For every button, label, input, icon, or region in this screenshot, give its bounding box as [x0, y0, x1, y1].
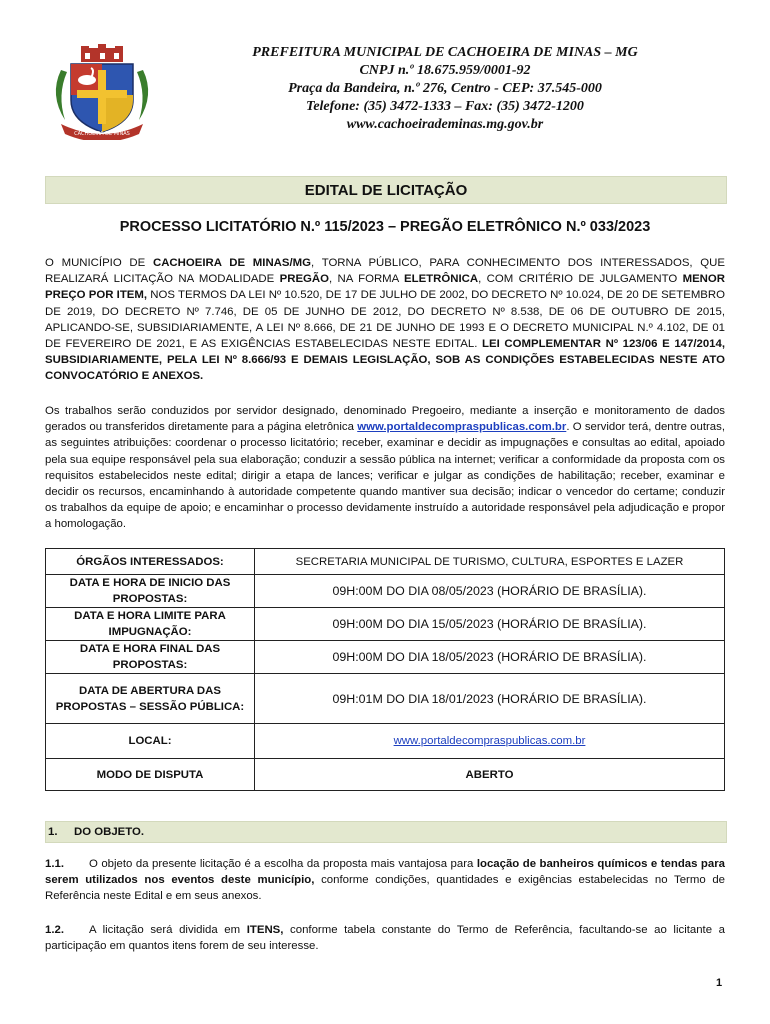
row-value: 09H:00M DO DIA 18/05/2023 (HORÁRIO DE BRASÍLIA).	[255, 641, 725, 674]
table-row	[46, 608, 725, 641]
table-row	[46, 641, 725, 674]
letterhead	[45, 40, 735, 140]
table-row	[46, 759, 725, 791]
document-title: EDITAL DE LICITAÇÃO	[45, 176, 727, 204]
row-value: 09H:00M DO DIA 08/05/2023 (HORÁRIO DE BRASÍLIA).	[255, 575, 725, 608]
row-label: DATA DE ABERTURA DAS PROPOSTAS – SESSÃO PÚBLICA:	[46, 674, 255, 724]
intro-bold: MENOR PREÇO POR ITEM,	[45, 273, 725, 302]
address: Praça da Bandeira, n.º 276, Centro - CEP: 37.545-000	[288, 81, 602, 96]
clause-bold: locação de banheiros químicos e tendas para serem utilizados nos eventos deste município,	[45, 858, 725, 887]
intro-bold: CACHOEIRA DE MINAS/MG	[152, 257, 312, 269]
row-label: DATA E HORA FINAL DAS PROPOSTAS:	[46, 641, 255, 674]
row-label: ÓRGÃOS INTERESSADOS:	[46, 549, 255, 575]
clause-text: conforme tabela constante do Termo de Referência, facultando-se ao licitante a participação em quantos itens forem de seu interesse.	[45, 924, 725, 953]
coat-of-arms-icon	[47, 40, 157, 140]
page-number: 1	[716, 977, 723, 989]
municipality-name: PREFEITURA MUNICIPAL DE CACHOEIRA DE MINAS – MG	[252, 45, 638, 60]
section-number: 1.	[48, 826, 58, 838]
clause-1-1	[45, 856, 725, 905]
local-link[interactable]: www.portaldecompraspublicas.com.br	[393, 735, 586, 747]
website: www.cachoeirademinas.mg.gov.br	[346, 117, 544, 132]
intro-text: , NA FORMA	[329, 273, 405, 286]
process-title: PROCESSO LICITATÓRIO N.º 115/2023 – PREGÃO ELETRÔNICO N.º 033/2023	[119, 219, 651, 235]
table-row	[46, 549, 725, 575]
clause-text: conforme condições, quantidades e exigências estabelecidas no Termo de Referência neste Edital e em seus anexos.	[45, 874, 725, 903]
row-label: DATA E HORA DE INICIO DAS PROPOSTAS:	[46, 575, 255, 608]
intro-text: O MUNICÍPIO DE	[45, 257, 153, 269]
letterhead-text	[175, 44, 715, 134]
row-label: MODO DE DISPUTA	[46, 759, 255, 791]
row-value: 09H:00M DO DIA 15/05/2023 (HORÁRIO DE BRASÍLIA).	[255, 608, 725, 641]
intro-text: , COM CRITÉRIO DE JULGAMENTO	[478, 273, 683, 286]
cnpj: CNPJ n.º 18.675.959/0001-92	[359, 63, 531, 78]
clause-number: 1.1.	[45, 858, 64, 870]
clause-bold: ITENS,	[246, 924, 284, 936]
section-title: DO OBJETO.	[74, 826, 145, 838]
section-heading	[45, 821, 727, 843]
table-row	[46, 724, 725, 759]
clause-1-2	[45, 922, 725, 954]
work-text: Os trabalhos serão conduzidos por servidor designado, denominado Pregoeiro, mediante a inserção e monitoramento de dados gerados ou transferidos diretamente para a página eletrônica	[45, 405, 725, 434]
row-label: LOCAL:	[46, 724, 255, 759]
info-table	[45, 548, 725, 791]
clause-number: 1.2.	[45, 924, 64, 936]
intro-text: NOS TERMOS DA LEI Nº 10.520, DE 17 DE JULHO DE 2002, DO DECRETO Nº 10.024, DE 20 DE SETEMBRO DE 2019, DO DECRETO Nº 7.746, DE 05 DE JUNHO DE 2012, DO DECRETO Nº 8.538, DE 06 DE OUTUBRO DE 2015, APLICANDO-SE, SUBSIDIARIAMENTE, A LEI Nº 8.666, DE 21 DE JUNHO DE 1993 E O DECRETO MUNICIPAL N.º 4.102, DE 01 DE FEVEREIRO DE 2021, E AS EXIGÊNCIAS ESTABELECIDAS NESTE EDITAL.	[45, 289, 725, 351]
row-label: DATA E HORA LIMITE PARA IMPUGNAÇÃO:	[46, 608, 255, 641]
work-paragraph	[45, 403, 725, 533]
clause-text: O objeto da presente licitação é a escolha da proposta mais vantajosa para	[89, 858, 477, 870]
crest-ribbon-text: CACHOEIRA DE MINAS	[74, 131, 130, 137]
intro-bold: PREGÃO	[279, 273, 329, 286]
intro-bold: LEI COMPLEMENTAR Nº 123/06 E 147/2014, SUBSIDIARIAMENTE, PELA LEI Nº 8.666/93 E DEMAIS LEGISLAÇÃO, SOB AS CONDIÇÕES ESTABELECIDAS NESTE ATO CONVOCATÓRIO E ANEXOS.	[45, 338, 725, 383]
intro-bold: ELETRÔNICA	[404, 273, 479, 286]
phone: Telefone: (35) 3472-1333 – Fax: (35) 3472-1200	[306, 99, 584, 114]
row-value: SECRETARIA MUNICIPAL DE TURISMO, CULTURA, ESPORTES E LAZER	[255, 549, 725, 575]
row-value: 09H:01M DO DIA 18/01/2023 (HORÁRIO DE BRASÍLIA).	[255, 674, 725, 724]
intro-text: , TORNA PÚBLICO, PARA CONHECIMENTO DOS INTERESSADOS, QUE REALIZARÁ LICITAÇÃO NA MODALIDADE	[45, 257, 725, 286]
table-row	[46, 674, 725, 724]
row-value	[255, 724, 725, 759]
table-row	[46, 575, 725, 608]
row-value: ABERTO	[255, 759, 725, 791]
work-text: . O servidor terá, dentre outras, as seguintes atribuições: coordenar o processo licitatório; receber, examinar e decidir as impugnações e consultas ao edital, apoiado pela sua equipe responsável pela sua elaboração; conduzir a sessão pública na internet; verificar a conformidade da proposta com os requisitos estabelecidos neste edital; dirigir a etapa de lances; verificar e julgar as condições de habilitação; receber, examinar e decidir os recursos, encaminhando à autoridade competente quando mantiver sua decisão; indicar o vencedor do certame; conduzir os trabalhos da equipe de apoio; e encaminhar o processo devidamente instruído a autoridade responsável pela adjudicação e propor a homologação.	[45, 421, 726, 531]
clause-text: A licitação será dividida em	[89, 924, 247, 936]
intro-paragraph	[45, 255, 725, 385]
portal-link[interactable]: www.portaldecompraspublicas.com.br	[357, 421, 567, 434]
